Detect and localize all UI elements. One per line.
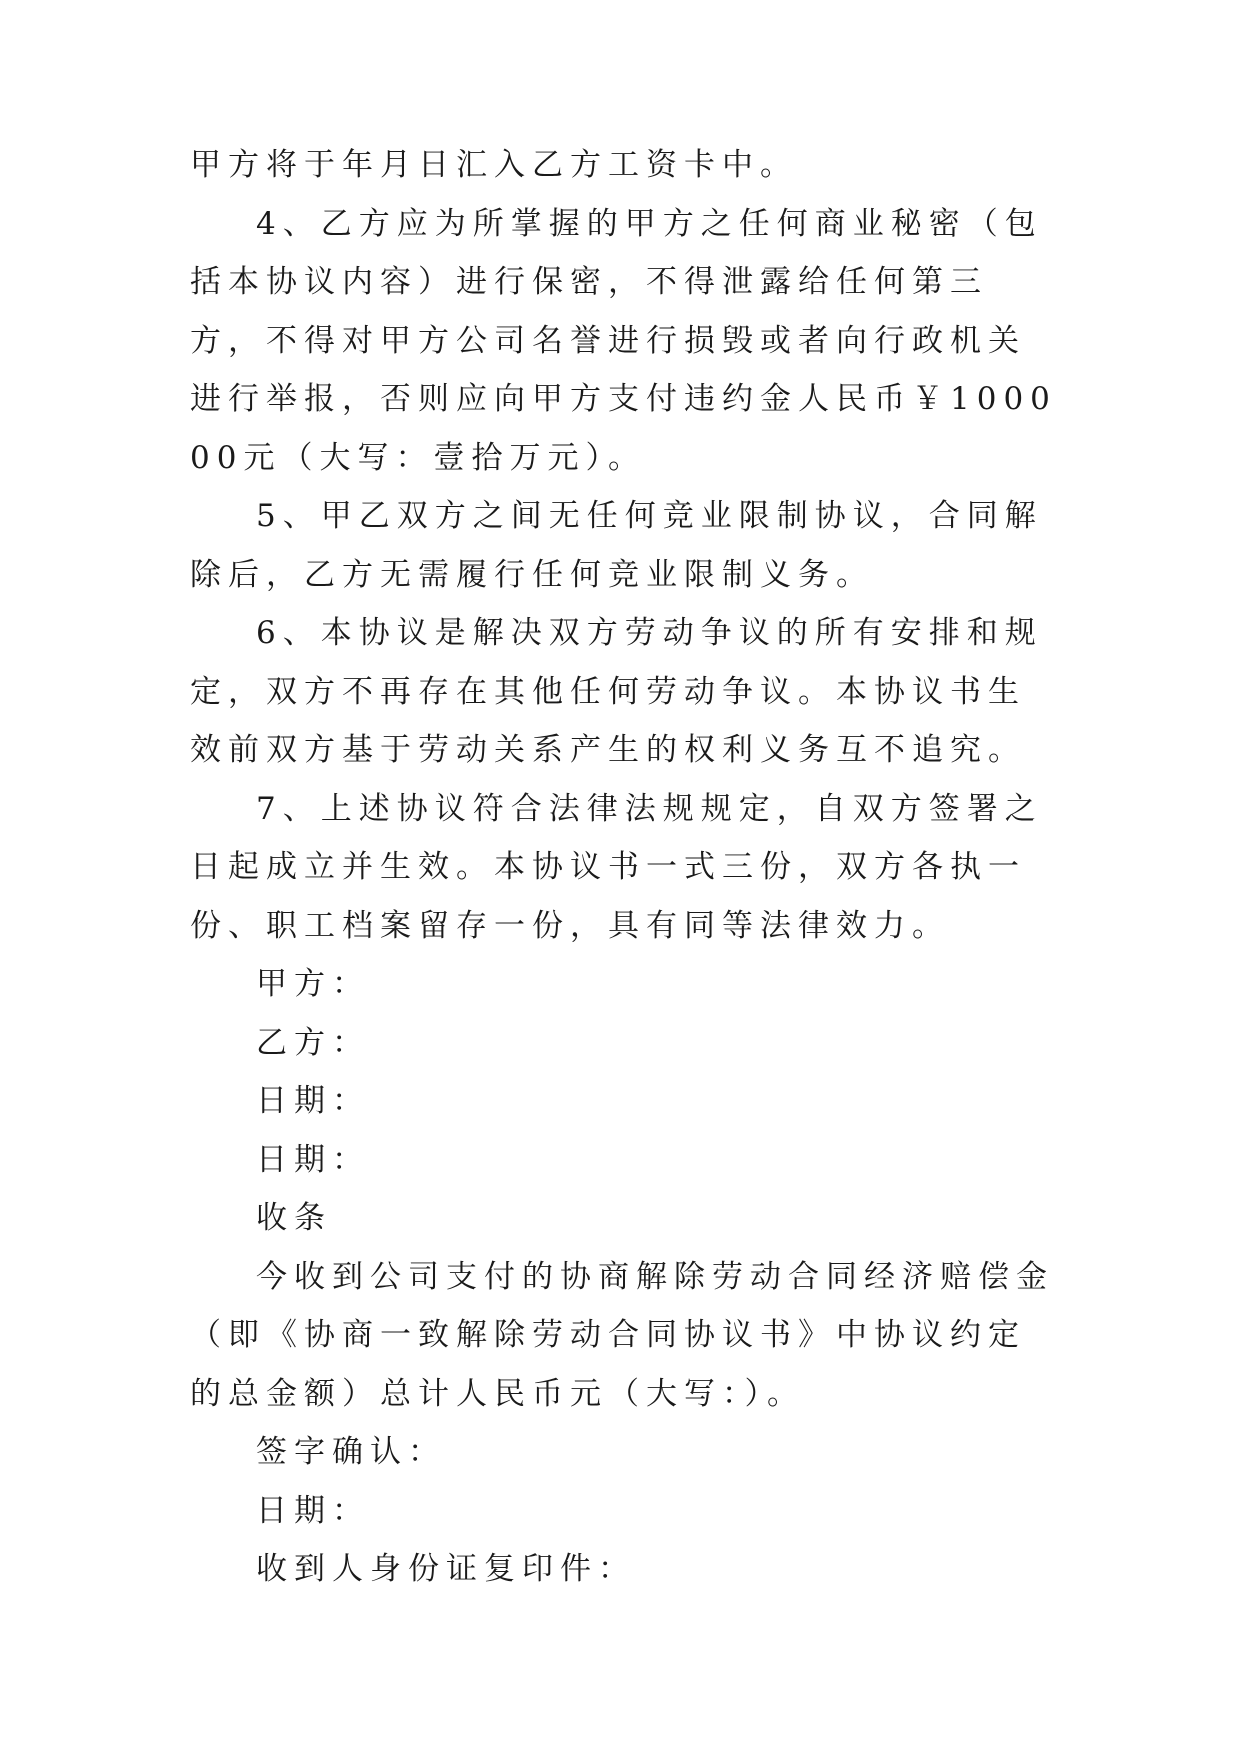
paragraph-confidentiality-clause: 4、乙方应为所掌握的甲方之任何商业秘密（包括本协议内容）进行保密，不得泄露给任何第三方，不得对甲方公司名誉进行损毁或者向行政机关进行举报，否则应向甲方支付违约金人民币￥100000元（大写：壹拾万元）。 [190,205,1057,476]
receipt-title: 收条 [256,1200,332,1236]
paragraph-payment-date: 甲方将于年月日汇入乙方工资卡中。 [190,147,798,183]
date-line-2: 日期： [256,1141,370,1178]
document-body [190,136,1060,1599]
signature-confirmation-line: 签字确认： [256,1434,446,1470]
date-line-1: 日期： [256,1083,370,1119]
id-copy-received-line: 收到人身份证复印件： [256,1551,636,1587]
paragraph-effectiveness-clause: 7、上述协议符合法律法规规定，自双方签署之日起成立并生效。本协议书一式三份，双方各执一份、职工档案留存一份，具有同等法律效力。 [190,790,1043,944]
paragraph-non-compete-clause: 5、甲乙双方之间无任何竞业限制协议，合同解除后，乙方无需履行任何竞业限制义务。 [190,498,1043,593]
party-a-signature-line: 甲方： [256,966,370,1002]
receipt-date-line: 日期： [256,1492,370,1529]
paragraph-dispute-settlement-clause: 6、本协议是解决双方劳动争议的所有安排和规定，双方不再存在其他任何劳动争议。本协议书生效前双方基于劳动关系产生的权利义务互不追究。 [190,615,1043,768]
party-b-signature-line: 乙方： [256,1024,370,1061]
receipt-body: 今收到公司支付的协商解除劳动合同经济赔偿金（即《协商一致解除劳动合同协议书》中协议约定的总金额）总计人民币元（大写：）。 [190,1258,1054,1412]
